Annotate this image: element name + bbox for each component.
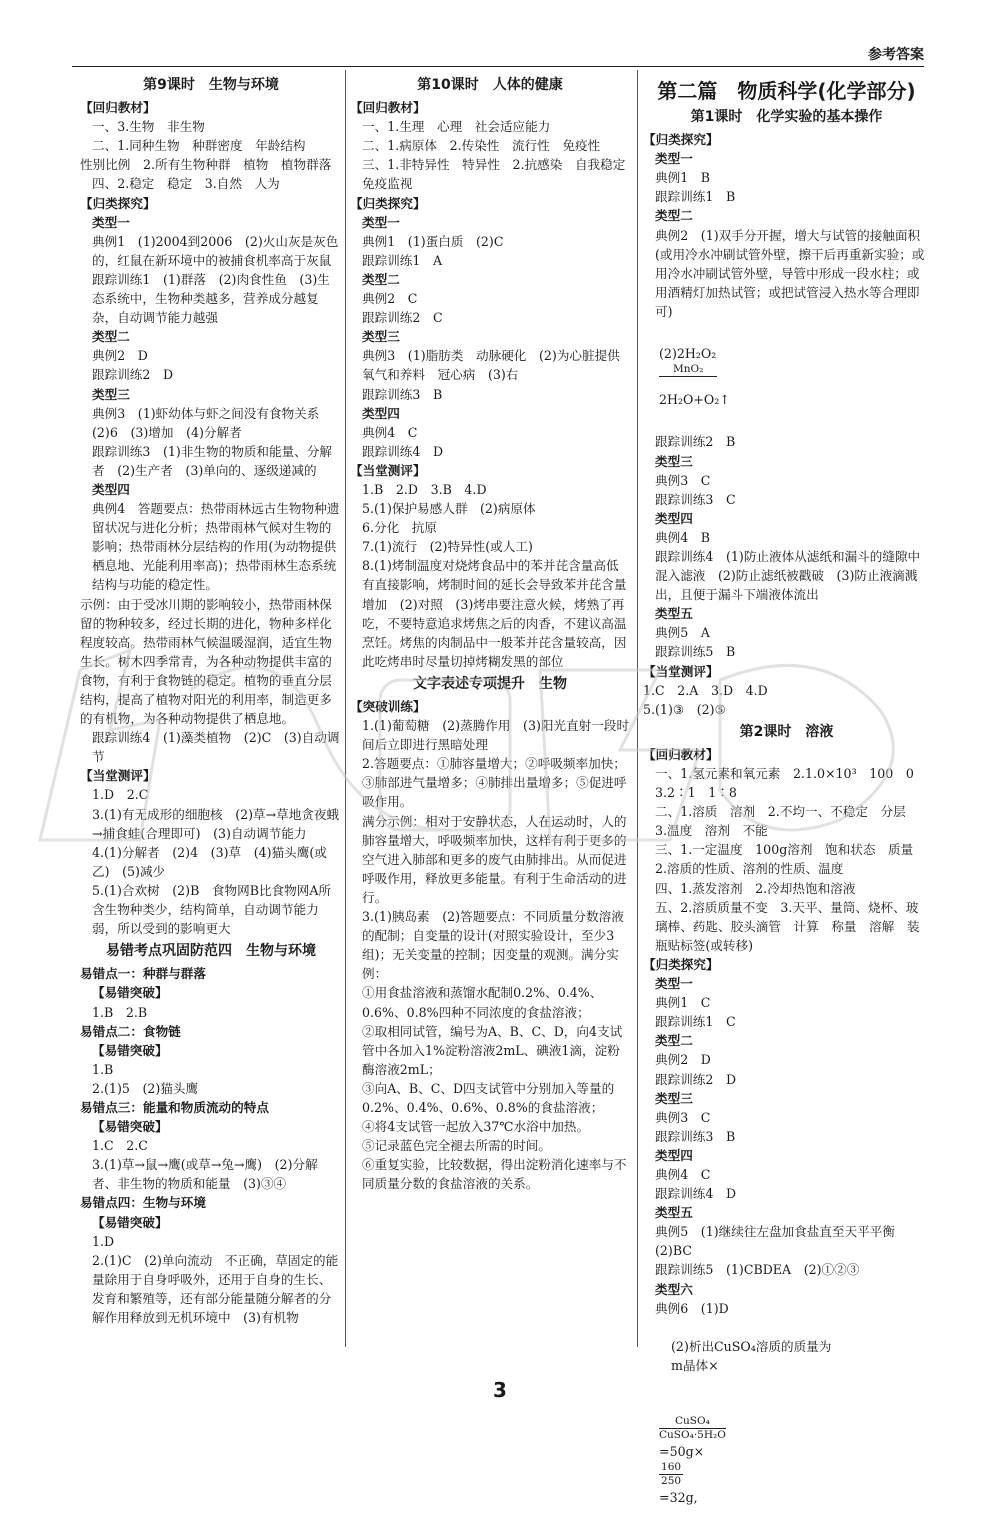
answer-line: 2.(1)C (2)单向流动 不正确，草固定的能量除用于自身呼吸外，还用于自身的生长、发育和繁殖等，还有部分能量随分解者的分解作用释放到无机环境中 (3)有机物 — [92, 1252, 339, 1325]
lesson-title: 文字表述专项提升 生物 — [413, 675, 567, 692]
type-heading: 类型四 — [655, 1147, 693, 1163]
column-divider — [345, 70, 346, 1347]
answer-line: 1.(1)葡萄糖 (2)蒸腾作用 (3)阳光直射一段时间后立即进行黑暗处理 — [362, 718, 630, 753]
answer-line: 跟踪训练4 D — [362, 443, 444, 459]
type-heading: 类型四 — [655, 510, 693, 526]
answer-line: 1.C 2.A 3.D 4.D — [643, 682, 768, 698]
answer-line: 跟踪训练4 (1)藻类植物 (2)C (3)自动调节 — [92, 730, 340, 765]
answer-line: 典例1 (1)蛋白质 (2)C — [362, 233, 504, 249]
answer-line: 典例2 (1)双手分开握，增大与试管的接触面积(或用冷水冲刷试管外壁，擦干后再重新实验；或用冷水冲刷试管外壁，导管中形成一段水柱；或用酒精灯加热试管；或把试管浸入热水等合理即可) — [655, 227, 925, 319]
answer-line: 典例1 C — [655, 995, 711, 1011]
type-heading: 类型一 — [655, 151, 693, 167]
answer-line: 二、1.病原体 2.传染性 流行性 免疫性 — [362, 138, 601, 154]
answer-line: 3.(1)有无成形的细胞核 (2)草→草地贪夜蛾→捕食蛙(合理即可) (3)自动调节能力 — [92, 806, 340, 841]
section-heading: 【突破训练】 — [350, 699, 426, 714]
answer-line: 满分示例：相对于安静状态，人在运动时，人的肺容量增大，呼吸频率加快，这样有利于更多的空气进入肺部和更多的废气由肺排出。从而促进呼吸作用，释放更多能量。有利于生命活动的进行。 — [362, 813, 627, 905]
answer-line: 2.(1)5 (2)猫头鹰 — [92, 1080, 199, 1096]
type-heading: 类型四 — [92, 481, 130, 497]
type-heading: 类型一 — [92, 214, 130, 230]
type-heading: 类型五 — [655, 1205, 693, 1221]
column-middle — [350, 72, 638, 1193]
section-heading: 易错点一：种群与群落 — [80, 966, 206, 982]
answer-line: 典例3 (1)脂肪类 动脉硬化 (2)为心脏提供氧气和养料 冠心病 (3)右 — [362, 348, 620, 383]
type-heading: 【易错突破】 — [92, 1214, 168, 1230]
section-heading: 【归类探究】 — [350, 195, 426, 211]
type-heading: 类型一 — [362, 214, 400, 230]
answer-line: 跟踪训练4 (1)防止液体从滤纸和漏斗的缝隙中混入滤液 (2)防止滤纸被戳破 (3)防止液滴溅出，且便于漏斗下端液体流出 — [655, 548, 921, 603]
answer-line: 跟踪训练4 D — [655, 1186, 737, 1202]
type-heading: 类型四 — [362, 405, 400, 421]
answer-line: 三、1.一定温度 100g溶剂 饱和状态 质量 2.溶质的性质、溶剂的性质、温度 — [655, 842, 926, 877]
answer-line: 四、2.稳定 稳定 3.自然 人为 — [92, 176, 280, 192]
answer-line: 典例6 (1)D — [655, 1300, 729, 1316]
answer-line: 典例1 (1)2004到2006 (2)火山灰是灰色的，红鼠在新环境中的被捕食机率高于灰鼠 — [92, 233, 339, 268]
section-heading: 易错点二：食物链 — [80, 1023, 181, 1039]
answer-line: 5.(1)③ (2)⑤ — [643, 701, 726, 717]
equation-line — [643, 325, 930, 428]
answer-line: 1.B — [92, 1061, 114, 1077]
answer-line: 5.(1)保护易感人群 (2)病原体 — [362, 501, 536, 517]
answer-line: 典例2 D — [655, 1052, 711, 1068]
type-heading: 类型三 — [655, 453, 693, 469]
answer-line: 跟踪训练2 D — [92, 367, 174, 383]
answer-line: ③向A、B、C、D四支试管中分别加入等量的0.2%、0.4%、0.6%、0.8%的食盐溶液； — [362, 1080, 615, 1115]
answer-line: 跟踪训练2 C — [362, 310, 443, 326]
section-heading: 【归类探究】 — [643, 956, 719, 972]
answer-line: 2.答题要点：①肺容量增大；②呼吸频率加快；③肺部进气量增多；④肺排出量增多；⑤促进呼吸作用。 — [362, 756, 627, 810]
answer-line: 典例4 答题要点：热带雨林远古生物物种遗留状况与进化分析；热带雨林气候对生物的影响；热带雨林分层结构的作用(为动物提供栖息地、光能利用率高)；热带雨林生态系统结构与功能的稳定性。 — [92, 501, 340, 593]
type-heading: 类型三 — [362, 329, 400, 345]
answer-line: 典例5 A — [655, 625, 710, 641]
answer-line: 一、3.生物 非生物 — [92, 119, 205, 135]
section-heading: 【回归教材】 — [643, 746, 719, 762]
answer-line: 跟踪训练5 (1)CBDEA (2)①②③ — [655, 1262, 860, 1278]
column-divider — [637, 70, 638, 1347]
answer-line: 典例4 C — [362, 424, 418, 440]
formula-fraction: $\frac{\text{CuSO₄}}{\text{CuSO₄·5H₂O}}$ — [659, 1415, 726, 1442]
formula-line — [643, 1396, 930, 1526]
formula-text: =50g× — [659, 1444, 705, 1460]
formula-text: (2)析出CuSO₄溶质的质量为 — [671, 1338, 832, 1354]
type-heading: 【易错突破】 — [92, 1042, 168, 1058]
section-heading: 【当堂测评】 — [80, 768, 156, 784]
page-number: 3 — [493, 1378, 507, 1402]
answer-line: 5.(1)合欢树 (2)B 食物网B比食物网A所含生物种类少，结构简单，自动调节能力弱，所以受到的影响更大 — [92, 882, 332, 937]
type-heading: 类型一 — [655, 976, 693, 992]
answer-line: 跟踪训练1 B — [655, 189, 736, 205]
column-right — [643, 72, 930, 1526]
answer-line: 典例4 C — [655, 1166, 711, 1182]
answer-line: 跟踪训练1 A — [362, 252, 443, 268]
type-heading: 类型二 — [362, 271, 400, 287]
type-heading: 类型二 — [655, 208, 693, 224]
type-heading: 类型五 — [655, 606, 693, 622]
section-heading: 【归类探究】 — [643, 132, 719, 148]
answer-line: 1.C 2.C — [92, 1138, 148, 1154]
part-title: 第二篇 物质科学(化学部分) — [657, 79, 916, 103]
type-heading: 类型六 — [655, 1281, 693, 1297]
answer-line: 1.B 2.B — [92, 1004, 148, 1020]
column-left — [80, 72, 342, 1327]
type-heading: 类型二 — [92, 329, 130, 345]
answer-line: 跟踪训练3 (1)非生物的物质和能量、分解者 (2)生产者 (3)单向的、逐级递减的 — [92, 443, 332, 478]
lesson-title: 第2课时 溶液 — [739, 723, 834, 740]
answer-line: 二、1.同种生物 种群密度 年龄结构 — [92, 138, 306, 154]
answer-line: 7.(1)流行 (2)特异性(或人工) — [362, 539, 533, 555]
type-heading: 【易错突破】 — [92, 985, 168, 1001]
answer-line: 1.B 2.D 3.B 4.D — [362, 481, 487, 497]
answer-line: 4.(1)分解者 (2)4 (3)草 (4)猫头鹰(或乙) (5)减少 — [92, 844, 327, 879]
answer-line: 跟踪训练3 C — [655, 491, 736, 507]
lesson-title: 易错考点巩固防范四 生物与环境 — [106, 943, 316, 960]
answer-line: 1.D 2.C — [92, 787, 149, 803]
answer-line: 性别比例 2.所有生物种群 植物 植物群落 — [80, 157, 332, 173]
lesson-title: 第9课时 生物与环境 — [143, 77, 279, 93]
answer-line: 典例2 D — [92, 348, 148, 364]
answer-line: 跟踪训练2 D — [655, 1071, 737, 1087]
answer-line: 1.D — [92, 1233, 115, 1249]
type-heading: 类型三 — [655, 1090, 693, 1106]
answer-line: 五、2.溶质质量不变 3.天平、量筒、烧杯、玻璃棒、药匙、胶头滴管 计算 称量 溶解 装瓶贴标签(或转移) — [655, 899, 920, 953]
answer-line: 跟踪训练3 B — [655, 1128, 736, 1144]
type-heading: 类型二 — [655, 1033, 693, 1049]
answer-line: 3.(1)胰岛素 (2)答题要点：不同质量分数溶液的配制；自变量的设计(对照实验设计，至少3组)；无关变量的控制；因变量的观测。满分实例： — [362, 909, 624, 982]
type-heading: 类型三 — [92, 386, 130, 402]
answer-line: 跟踪训练5 B — [655, 644, 736, 660]
section-heading: 【回归教材】 — [350, 100, 426, 116]
section-heading: 【回归教材】 — [80, 100, 156, 116]
section-heading: 易错点四：生物与环境 — [80, 1195, 206, 1211]
answer-line: ①用食盐溶液和蒸馏水配制0.2%、0.4%、0.6%、0.8%四种不同浓度的食盐溶液； — [362, 985, 603, 1020]
equation-product: 2H₂O+O₂↑ — [659, 392, 730, 408]
answer-line: 一、1.生理 心理 社会适应能力 — [362, 119, 551, 135]
section-heading: 【归类探究】 — [80, 195, 156, 211]
answer-line: 跟踪训练1 C — [655, 1014, 736, 1030]
answer-line: ⑤记录蓝色完全褪去所需的时间。 — [362, 1138, 551, 1154]
lesson-title: 第10课时 人体的健康 — [417, 77, 563, 93]
answer-line: 典例3 (1)虾幼体与虾之间没有食物关系 (2)6 (3)增加 (4)分解者 — [92, 405, 332, 440]
section-heading: 【当堂测评】 — [350, 462, 426, 478]
answer-line: 典例1 B — [655, 170, 711, 186]
lesson-title: 第1课时 化学实验的基本操作 — [690, 109, 883, 125]
page-header: 参考答案 — [868, 47, 924, 63]
answer-line: ⑥重复实验，比较数据，得出淀粉消化速率与不同质量分数的食盐溶液的关系。 — [362, 1157, 627, 1192]
answer-line: 典例5 (1)继续往左盘加食盐直至天平平衡 (2)BC — [655, 1224, 908, 1259]
answer-line: 典例2 C — [362, 291, 418, 307]
answer-line: 示例：由于受冰川期的影响较小，热带雨林保留的物种较多，经过长期的进化，物种多样化程度较高。热带雨林气候温暖湿润，适宜生物生长。树木四季常青，为各种动物提供丰富的食物，有利于食物链的稳定。植物的垂直分层结构，提高了植物对阳光的利用率，制造更多的有机物，为各种动物提供了栖息地。 — [80, 596, 332, 727]
section-heading: 【当堂测评】 — [643, 663, 719, 679]
answer-line: 典例3 C — [655, 1109, 711, 1125]
formula-fraction: $\frac{160}{250}$ — [661, 1461, 682, 1488]
answer-line: 跟踪训练1 (1)群落 (2)肉食性鱼 (3)生态系统中，生物种类越多，营养成分越复杂，自动调节能力越强 — [92, 271, 330, 326]
equation-catalyst: MnO₂ — [659, 363, 717, 390]
formula-text: m晶体× — [671, 1357, 719, 1373]
formula-text: =32g, — [659, 1490, 698, 1506]
equation-reactant: (2)2H₂O₂ — [659, 346, 717, 362]
answer-line: 3.(1)草→鼠→鹰(或草→兔→鹰) (2)分解者、非生物的物质和能量 (3)③④ — [92, 1157, 318, 1192]
header-rule — [72, 66, 924, 67]
answer-line: 四、1.蒸发溶剂 2.冷却热饱和溶液 — [655, 880, 856, 896]
answer-line: 二、1.溶质 溶剂 2.不均一、不稳定 分层 3.温度 溶剂 不能 — [655, 804, 919, 839]
answer-line: 典例4 B — [655, 529, 711, 545]
answer-line: 一、1.氢元素和氧元素 2.1.0×10³ 100 0 3.2∶1 1∶8 — [655, 766, 927, 801]
answer-line: 典例3 C — [655, 472, 711, 488]
answer-line: 6.分化 抗原 — [362, 520, 437, 536]
answer-line: 跟踪训练3 B — [362, 386, 443, 402]
section-heading: 易错点三：能量和物质流动的特点 — [80, 1099, 269, 1115]
answer-line: 跟踪训练2 B — [655, 434, 736, 450]
answer-line: ④将4支试管一起放入37℃水浴中加热。 — [362, 1119, 590, 1135]
answer-line: 三、1.非特异性 特异性 2.抗感染 自我稳定 免疫监视 — [362, 157, 638, 192]
answer-line: 8.(1)烤制温度对烧烤食品中的苯并芘含量高低有直接影响，烤制时间的延长会导致苯并芘含量增加 (2)对照 (3)烤串要注意火候，烤熟了再吃，不要特意追求烤焦之后的肉香，不建议高温烹饪。烤焦的肉制品中一般苯并芘含量较高，因此吃烤串时尽量切掉烤糊发黑的部位 — [362, 558, 627, 669]
type-heading: 【易错突破】 — [92, 1119, 168, 1135]
answer-line: ②取相同试管，编号为A、B、C、D，向4支试管中各加入1%淀粉溶液2mL、碘液1滴，淀粉酶溶液2mL； — [362, 1023, 623, 1077]
